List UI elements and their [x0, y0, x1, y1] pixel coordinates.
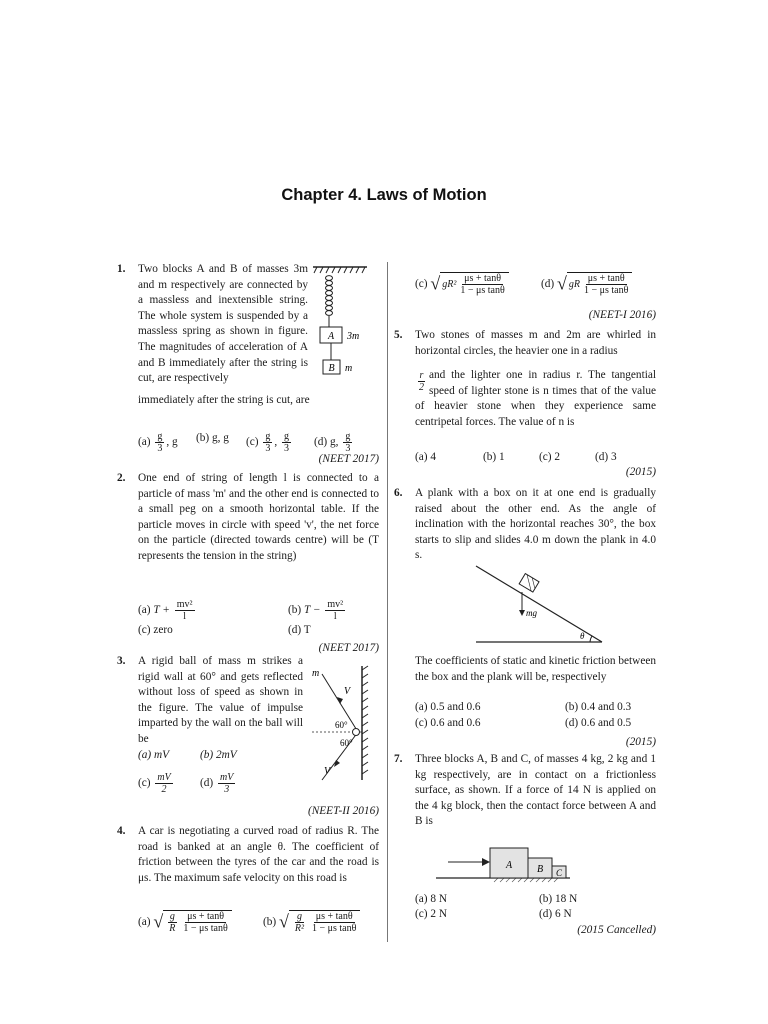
question-number: 6. [394, 487, 403, 499]
question-number: 3. [117, 655, 126, 667]
weight-label: mg [526, 608, 537, 618]
option-d[interactable]: (d) g, $\frac{g}{3}$ [314, 431, 351, 454]
page-title: Chapter 4. Laws of Motion [281, 186, 487, 204]
option-b[interactable]: (b) 18 N [539, 893, 578, 905]
angle-label-top: 60° [335, 720, 348, 730]
velocity-label-bottom: V [324, 766, 331, 777]
inclined-plank-figure [474, 564, 614, 646]
three-blocks-figure [434, 844, 574, 884]
question-2 [117, 471, 379, 654]
question-source: (NEET-I 2016) [588, 309, 656, 321]
option-c[interactable]: (c) $\frac{g}{3}$ , $\frac{g}{3}$ [246, 431, 290, 454]
velocity-label-top: V [344, 686, 351, 697]
block-b-label: B [328, 363, 335, 374]
q5-options [415, 450, 656, 468]
option-b[interactable]: (b) √ $\frac{g}{\text{R²}}$ $\frac{\mu s + \tan\theta}{\text{1 − μs tanθ}}$ [263, 910, 360, 934]
block-a-label: A [327, 331, 335, 342]
option-a[interactable]: (a) 0.5 and 0.6 [415, 701, 481, 713]
option-c[interactable]: (c) √ gR² $\frac{\mu s + \tan\theta}{\text{1 − μs tanθ}}$ [415, 272, 509, 296]
q2-options-row2 [138, 623, 379, 641]
block-b-mass: m [345, 363, 353, 374]
question-number: 4. [117, 825, 126, 837]
option-c[interactable]: (c) 2 N [415, 908, 447, 920]
spring-blocks-figure [311, 264, 379, 382]
question-number: 5. [394, 329, 403, 341]
option-c[interactable]: (c) 2 [539, 451, 561, 463]
question-source: (2015) [625, 466, 656, 478]
option-b[interactable]: (b) 1 [483, 451, 505, 463]
q3-options-row1 [138, 748, 308, 766]
question-text: A car is negotiating a curved road of radius R. The road is banked at an angle θ. The coefficient of friction between the tyres of the car and the road is μs. The maximum safe velocity on this road is [138, 825, 379, 884]
mass-label: m [312, 668, 320, 679]
option-b[interactable]: (b) T − $\frac{\text{mv²}}{l}$ [288, 599, 344, 622]
question-number: 7. [394, 753, 403, 765]
block-a-label: A [505, 860, 513, 871]
angle-label-bottom: 60° [340, 738, 353, 748]
option-a[interactable]: (a) mV [138, 749, 170, 761]
question-source: (2015) [625, 736, 656, 748]
question-text: Two blocks A and B of masses 3m and m respectively are connected by a massless and inextensible string. The whole system is suspended by a massless spring as shown in figure. The magnitudes of acceleration of A and B immediately after the string is cut, are respectively [138, 263, 308, 385]
ball-wall-figure [310, 664, 379, 784]
q1-options [138, 425, 379, 454]
q5-text-continued: $\frac{r}{2}$ and the lighter one in radius r. The tangential speed of lighter stone is n times that of the value of heavier stone when they experience same centripetal forces. The value of n is [415, 368, 656, 430]
question-number: 2. [117, 472, 126, 484]
question-text: A rigid ball of mass m strikes a rigid wall at 60° and gets reflected without loss of speed as shown in the figure. The value of impulse imparted by the wall on the ball will be [138, 655, 303, 745]
question-source: (2015 Cancelled) [577, 924, 656, 936]
column-divider [387, 262, 388, 942]
question-4-continued [394, 264, 656, 324]
block-b-label: B [536, 864, 544, 875]
option-b[interactable]: (b) 2mV [200, 749, 237, 761]
angle-label: θ [580, 631, 585, 641]
option-a[interactable]: (a) $\frac{g}{3}$ , g [138, 431, 178, 454]
question-text-2: and the lighter one in radius r. The tangential speed of lighter stone is n times that of the value of heavier stone when they experience same centripetal forces. The value of n is [415, 369, 656, 428]
option-c[interactable]: (c) 0.6 and 0.6 [415, 717, 481, 729]
option-d[interactable]: (d) √ gR $\frac{\mu s + \tan\theta}{\text{1 − μs tanθ}}$ [541, 272, 632, 296]
option-a[interactable]: (a) 4 [415, 451, 437, 463]
question-5 [394, 328, 656, 478]
question-text: Two stones of masses m and 2m are whirled in horizontal circles, the heavier one in a radius [415, 329, 656, 357]
option-d[interactable]: (d) 3 [595, 451, 617, 463]
q4-options-row2 [415, 266, 656, 302]
option-c[interactable]: (c) $\frac{mV}{2}$ [138, 772, 171, 795]
question-source: (NEET 2017) [318, 642, 379, 654]
q1-line-8: immediately after the string is cut, are [138, 394, 310, 406]
block-c-label: C [555, 868, 563, 878]
question-text-2: The coefficients of static and kinetic friction between the box and the plank will be, respectively [415, 655, 657, 683]
question-6 [394, 486, 656, 756]
question-source: (NEET-II 2016) [307, 805, 379, 817]
option-a[interactable]: (a) √ $\frac{g}{R}$ $\frac{\mu s + \tan\theta}{\text{1 − μs tanθ}}$ [138, 910, 232, 934]
question-text: One end of string of length l is connected to a particle of mass 'm' and the other end is connected to a small peg on a smooth horizontal table. If the particle moves in circle with speed 'v', the net force on the particle (directed towards centre) will be (T represents the tension in the string) [138, 472, 379, 562]
option-d[interactable]: (d) 6 N [539, 908, 572, 920]
option-d[interactable]: (d) 0.6 and 0.5 [565, 717, 632, 729]
question-number: 1. [117, 263, 126, 275]
q2-options-row1 [138, 595, 379, 622]
q4-options-row1 [138, 906, 379, 946]
question-text: Three blocks A, B and C, of masses 4 kg, 2 kg and 1 kg respectively, are in contact on a frictionless surface, as shown. If a force of 14 N is applied on the 4 kg block, then the contact force between A and B is [415, 753, 656, 828]
option-a[interactable]: (a) 8 N [415, 893, 447, 905]
option-d[interactable]: (d) T [288, 624, 311, 636]
option-a[interactable]: (a) T + $\frac{\text{mv²}}{l}$ [138, 599, 193, 622]
question-text: A plank with a box on it at one end is gradually raised about the other end. As the angle of inclination with the horizontal reaches 30°, the box starts to slip and slides 4.0 m down the plank in 4.0 s. [415, 487, 656, 562]
option-b[interactable]: (b) g, g [196, 432, 229, 444]
option-b[interactable]: (b) 0.4 and 0.3 [565, 701, 632, 713]
block-a-mass: 3m [347, 331, 360, 342]
option-d[interactable]: (d) $\frac{mV}{3}$ [200, 772, 234, 795]
question-3 [117, 654, 379, 824]
q3-options-row2 [138, 766, 308, 796]
question-4 [117, 824, 379, 944]
question-1 [117, 262, 379, 467]
question-source: (NEET 2017) [318, 453, 379, 465]
q6-options-row2 [415, 716, 656, 734]
question-7 [394, 752, 656, 942]
option-c[interactable]: (c) zero [138, 624, 173, 636]
